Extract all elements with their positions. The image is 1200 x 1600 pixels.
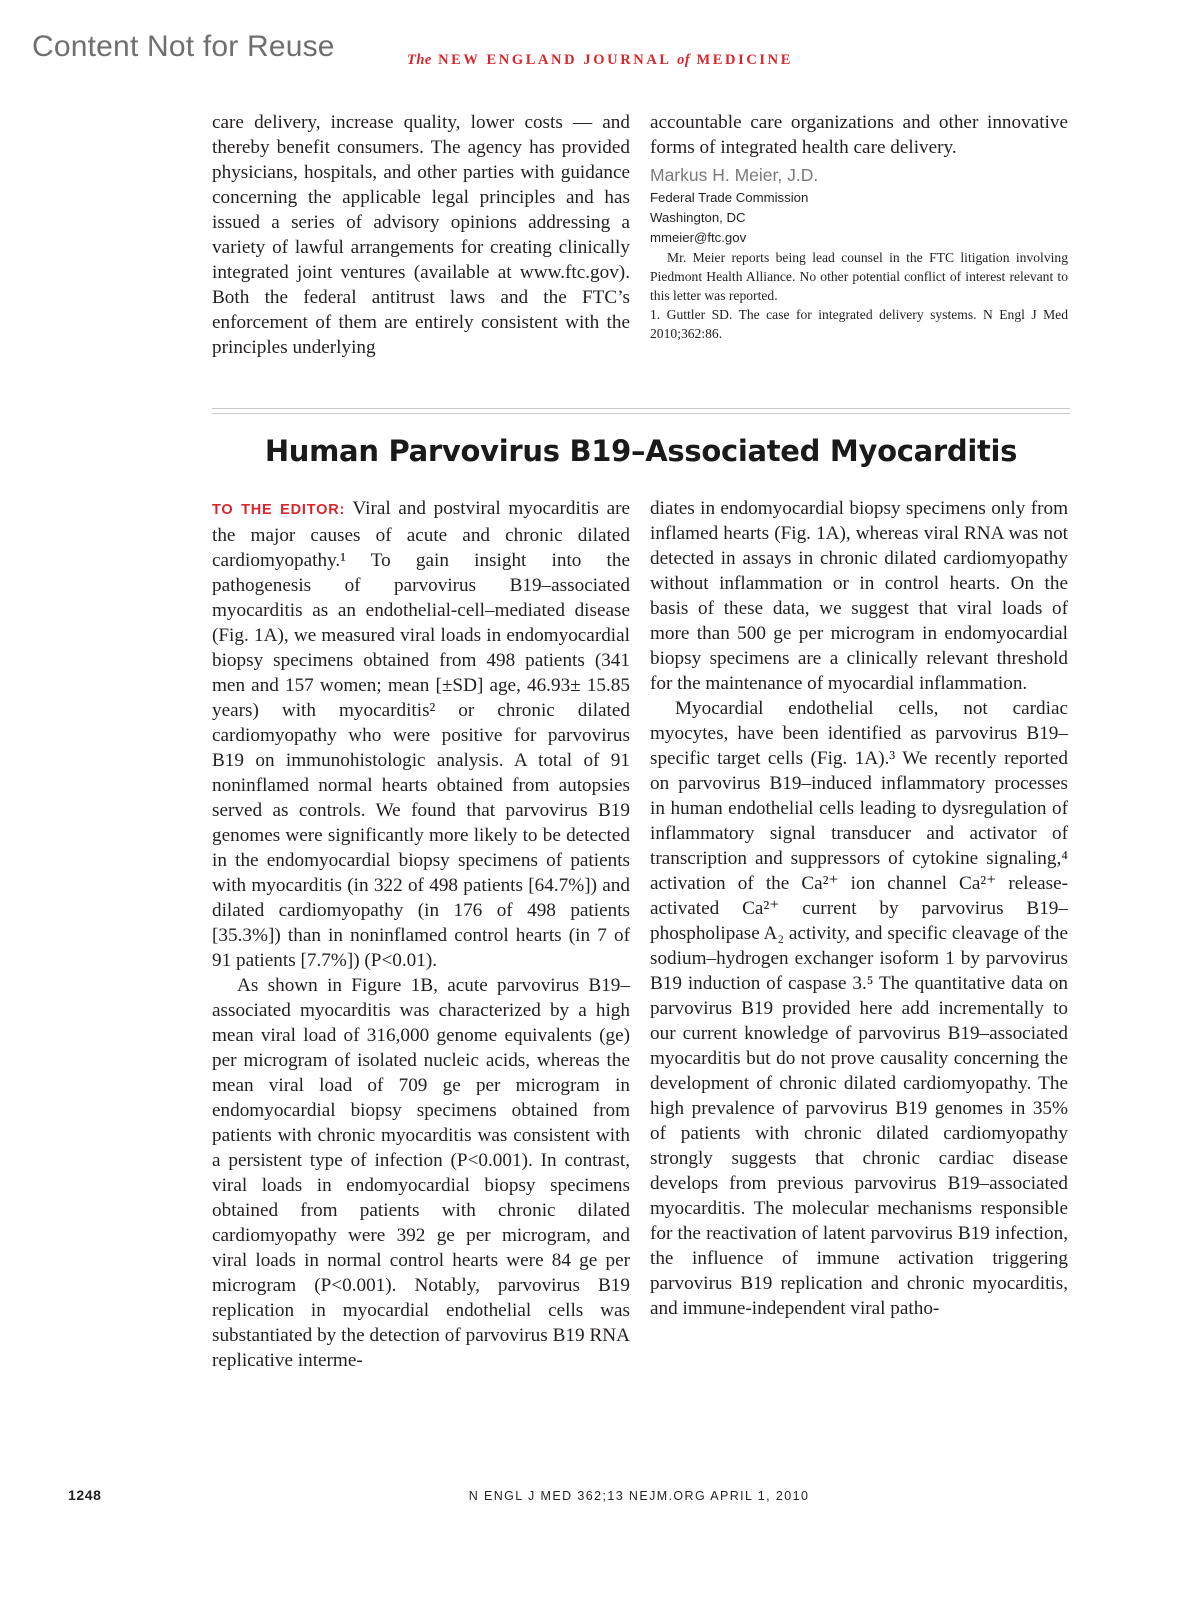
article-paragraph-1 <box>212 496 630 973</box>
watermark: Content Not for Reuse <box>32 30 335 63</box>
journal-header-name-b: MEDICINE <box>696 52 793 68</box>
author-name: Markus H. Meier, J.D. <box>650 165 819 185</box>
previous-letter-text: care delivery, increase quality, lower costs — and thereby benefit consumers. The agency has provided physicians, hospitals, and other parties with guidance concerning the applicable legal principles and has issued a series of advisory opinions addressing a variety of lawful arrangements for creating clinically integrated joint ventures (available at www.ftc.gov). Both the federal antitrust laws and the FTC’s enforcement of them are entirely consistent with the principles underlying <box>212 112 630 358</box>
section-divider <box>212 408 1070 414</box>
disclosure-statement: Mr. Meier reports being lead counsel in the FTC litigation involving Piedmont Health Alliance. No other potential conflict of interest relevant to this letter was reported. <box>650 250 1068 303</box>
article-left-column <box>212 496 630 1373</box>
article-paragraph-2-continued: diates in endomyocardial biopsy specimens only from inflamed hearts (Fig. 1A), whereas viral RNA was not detected in assays in chronic dilated cardiomyopathy without inflammation or in control hearts. On the basis of these data, we suggest that viral loads of more than 500 ge per microgram in endomyocardial biopsy specimens are a clinically relevant threshold for the maintenance of myocardial inflammation. <box>650 498 1068 694</box>
lead-in: TO THE EDITOR: <box>212 502 346 518</box>
reference-item: 1. Guttler SD. The case for integrated delivery systems. N Engl J Med 2010;362:86. <box>650 307 1068 341</box>
article-paragraph-2: As shown in Figure 1B, acute parvovirus B19–associated myocarditis was characterized by a high mean viral load of 316,000 genome equivalents (ge) per microgram of isolated nucleic acids, whereas the mean viral load of 709 ge per microgram in endomyocardial biopsy specimens obtained from patients with chronic myocarditis was consistent with a persistent type of infection (P<0.001). In contrast, viral loads in endomyocardial biopsy specimens obtained from patients with chronic dilated cardiomyopathy were 392 ge per microgram, and viral loads in normal control hearts were 84 ge per microgram (P<0.001). Notably, parvovirus B19 replication in myocardial endothelial cells was substantiated by the detection of parvovirus B19 RNA replicative interme- <box>212 975 630 1371</box>
footer-citation: N ENGL J MED 362;13 NEJM.ORG APRIL 1, 2010 <box>468 1489 810 1503</box>
journal-header-the: The <box>406 52 432 68</box>
article-title: Human Parvovirus B19–Associated Myocarditis <box>264 434 1018 468</box>
author-affiliation-org: Federal Trade Commission <box>650 190 809 205</box>
author-affiliation-city: Washington, DC <box>650 210 746 225</box>
journal-header <box>0 52 1200 69</box>
journal-header-name-a: NEW ENGLAND JOURNAL <box>438 52 671 68</box>
previous-letter-left-column <box>212 110 630 360</box>
author-email: mmeier@ftc.gov <box>650 230 747 245</box>
previous-letter-right-column <box>650 110 1068 343</box>
previous-letter-text-end: accountable care organizations and other innovative forms of integrated health care delivery. <box>650 112 1068 158</box>
article-paragraph-3: Myocardial endothelial cells, not cardiac myocytes, have been identified as parvovirus B19–specific target cells (Fig. 1A).³ We recently reported on parvovirus B19–induced inflammatory processes in human endothelial cells leading to dysregulation of inflammatory signal transducer and activator of transcription and suppressors of cytokine signaling,⁴ activation of the Ca²⁺ ion channel Ca²⁺ release-activated Ca²⁺ current by parvovirus B19–phospholipase A₂ activity, and specific cleavage of the sodium–hydrogen exchanger isoform 1 by parvovirus B19 induction of caspase 3.⁵ The quantitative data on parvovirus B19 provided here add incrementally to our current knowledge of parvovirus B19–associated myocarditis but do not prove causality concerning the development of chronic dilated cardiomyopathy. The high prevalence of parvovirus B19 genomes in 35% of patients with chronic dilated cardiomyopathy strongly suggests that chronic cardiac disease develops from previous parvovirus B19–associated myocarditis. The molecular mechanisms responsible for the reactivation of latent parvovirus B19 infection, the influence of immune activation triggering parvovirus B19 replication and chronic myocarditis, and immune-independent viral patho- <box>650 698 1068 1319</box>
article-right-column <box>650 496 1068 1321</box>
journal-header-of: of <box>677 52 691 68</box>
article-paragraph-1-text: Viral and postviral myocarditis are the major causes of acute and chronic dilated cardiomyopathy.¹ To gain insight into the pathogenesis of parvovirus B19–associated myocarditis as an endothelial-cell–mediated disease (Fig. 1A), we measured viral loads in endomyocardial biopsy specimens obtained from 498 patients (341 men and 157 women; mean [±SD] age, 46.93± 15.85 years) with myocarditis² or chronic dilated cardiomyopathy who were positive for parvovirus B19 on immunohistologic analysis. A total of 91 noninflamed normal hearts obtained from autopsies served as controls. We found that parvovirus B19 genomes were significantly more likely to be detected in the endomyocardial biopsy specimens of patients with myocarditis (in 322 of 498 patients [64.7%]) and dilated cardiomyopathy (in 176 of 498 patients [35.3%]) than in noninflamed control hearts (in 7 of 91 patients [7.7%]) (P<0.01). <box>212 498 631 971</box>
page-number: 1248 <box>68 1487 102 1503</box>
